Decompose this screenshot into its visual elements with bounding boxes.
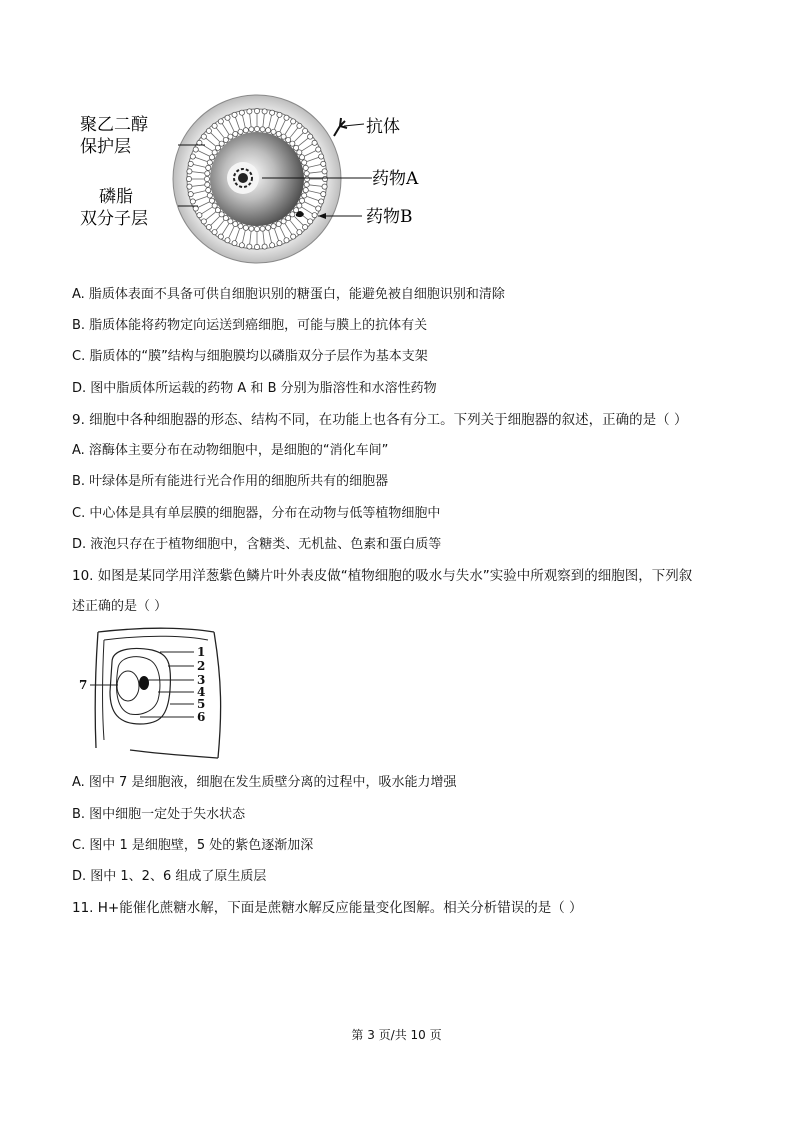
q11-stem: 11. H+能催化蔗糖水解，下面是蔗糖水解反应能量变化图解。相关分析错误的是（ ） bbox=[72, 900, 583, 916]
cell-label-7: 7 bbox=[79, 678, 88, 692]
q8-option-d: D. 图中脂质体所运载的药物 A 和 B 分别为脂溶性和水溶性药物 bbox=[72, 381, 437, 396]
cell-label-3: 3 bbox=[197, 673, 206, 687]
drug-b-label: 药物B bbox=[366, 207, 413, 227]
antibody-label: 抗体 bbox=[366, 117, 400, 137]
cell-label-2: 2 bbox=[197, 659, 206, 673]
q8-option-a: A. 脂质体表面不具备可供自细胞识别的糖蛋白，能避免被自细胞识别和清除 bbox=[72, 287, 505, 302]
peg-label-line2: 保护层 bbox=[80, 137, 131, 157]
q10-option-d: D. 图中 1、2、6 组成了原生质层 bbox=[72, 869, 267, 884]
nucleus bbox=[139, 676, 149, 690]
q8-option-b: B. 脂质体能将药物定向运送到癌细胞，可能与膜上的抗体有关 bbox=[72, 318, 428, 333]
q10-option-b: B. 图中细胞一定处于失水状态 bbox=[72, 807, 246, 822]
q10-stem-line2: 述正确的是（ ） bbox=[72, 599, 168, 614]
vacuole bbox=[117, 671, 139, 701]
lipid-label-line1: 磷脂 bbox=[99, 187, 133, 207]
q10-option-c: C. 图中 1 是细胞壁，5 处的紫色逐渐加深 bbox=[72, 838, 314, 853]
q9-option-b: B. 叶绿体是所有能进行光合作用的细胞所共有的细胞器 bbox=[72, 474, 389, 489]
lipid-label-line2: 双分子层 bbox=[80, 209, 148, 229]
drug-a-label: 药物A bbox=[372, 169, 419, 189]
cell-label-6: 6 bbox=[197, 710, 206, 724]
q10-option-a: A. 图中 7 是细胞液，细胞在发生质壁分离的过程中，吸水能力增强 bbox=[72, 775, 457, 790]
q9-stem: 9. 细胞中各种细胞器的形态、结构不同，在功能上也各有分工。下列关于细胞器的叙述，正确的是（ ） bbox=[72, 412, 688, 428]
protoplast-inner bbox=[117, 657, 160, 715]
cell-label-5: 5 bbox=[197, 697, 206, 711]
q9-option-d: D. 液泡只存在于植物细胞中，含糖类、无机盐、色素和蛋白质等 bbox=[72, 537, 442, 552]
cell-label-4: 4 bbox=[197, 685, 206, 699]
q10-stem-line1: 10. 如图是某同学用洋葱紫色鳞片叶外表皮做“植物细胞的吸水与失水”实验中所观察到的细胞图，下列叙 bbox=[72, 568, 693, 584]
q9-option-a: A. 溶酶体主要分布在动物细胞中，是细胞的“消化车间” bbox=[72, 443, 389, 458]
peg-label-line1: 聚乙二醇 bbox=[80, 115, 148, 135]
page-footer: 第 3 页/共 10 页 bbox=[351, 1028, 442, 1042]
q9-option-c: C. 中心体是具有单层膜的细胞器，分布在动物与低等植物细胞中 bbox=[72, 506, 441, 521]
q8-option-c: C. 脂质体的“膜”结构与细胞膜均以磷脂双分子层作为基本支架 bbox=[72, 349, 428, 364]
cell-label-1: 1 bbox=[197, 645, 206, 659]
